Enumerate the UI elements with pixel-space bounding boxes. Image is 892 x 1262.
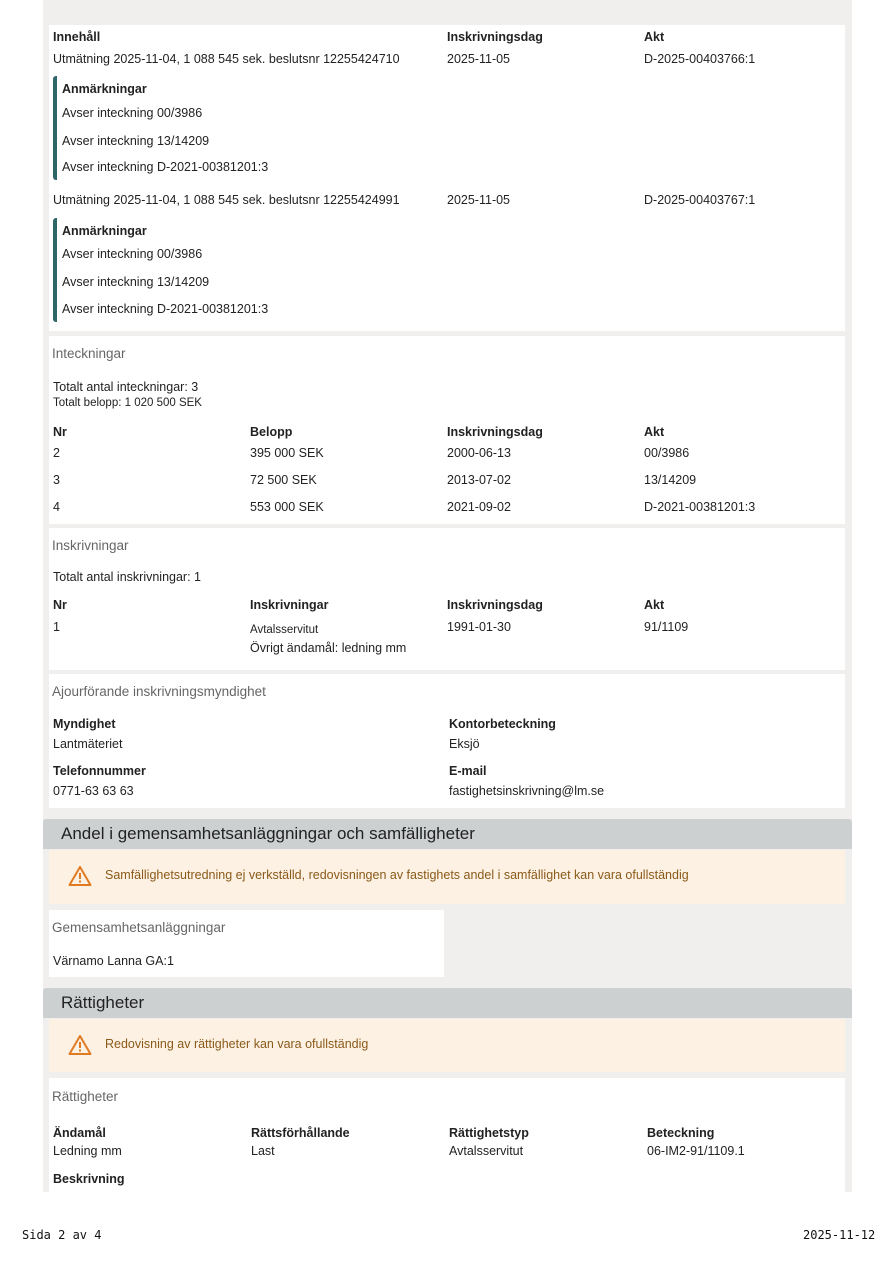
remark-item: Avser inteckning 00/3986: [62, 247, 203, 261]
header-rattighetstyp: Rättighetstyp: [449, 1126, 529, 1140]
rattighet-andamal: Ledning mm: [53, 1144, 122, 1158]
inskrivningar-total-count: Totalt antal inskrivningar: 1: [53, 570, 201, 584]
andel-section-header: [43, 819, 852, 849]
andel-section-title: Andel i gemensamhetsanläggningar och samfälligheter: [61, 824, 475, 843]
header-nr: Nr: [53, 598, 67, 612]
warning-icon: [68, 1034, 92, 1059]
utmatning-1-dag: 2025-11-05: [447, 52, 511, 66]
header-akt: Akt: [644, 425, 665, 439]
rattighet-beteckning: 06-IM2-91/1109.1: [647, 1144, 745, 1158]
table-cell-inskrivning-type: Avtalsservitut: [250, 624, 319, 636]
utmatning-2-akt: D-2025-00403767:1: [644, 193, 756, 207]
email-label: E-mail: [449, 764, 487, 778]
telefon-value: 0771-63 63 63: [53, 784, 134, 798]
table-cell-akt: 91/1109: [644, 620, 689, 634]
table-cell-akt: 00/3986: [644, 446, 690, 460]
ga-title: Gemensamhetsanläggningar: [52, 920, 226, 935]
ga-value: Värnamo Lanna GA:1: [53, 954, 174, 968]
remarks-title-2: Anmärkningar: [62, 224, 147, 238]
remarks-title-1: Anmärkningar: [62, 82, 147, 96]
table-cell-dag: 2013-07-02: [447, 473, 511, 487]
header-innehall: Innehåll: [53, 30, 101, 44]
page-number: Sida 2 av 4: [22, 1228, 102, 1242]
rattigheter-card-title: Rättigheter: [52, 1089, 119, 1104]
table-cell-akt: 13/14209: [644, 473, 697, 487]
header-inskrivningsdag: Inskrivningsdag: [447, 598, 543, 612]
myndighet-title: Ajourförande inskrivningsmyndighet: [52, 684, 266, 699]
telefon-label: Telefonnummer: [53, 764, 146, 778]
email-value: fastighetsinskrivning@lm.se: [449, 784, 605, 798]
inteckningar-title: Inteckningar: [52, 346, 126, 361]
table-cell-nr: 2: [53, 446, 60, 460]
table-cell-nr: 1: [53, 620, 60, 634]
remark-item: Avser inteckning D-2021-00381201:3: [62, 302, 269, 316]
remark-item: Avser inteckning 13/14209: [62, 134, 210, 148]
table-cell-nr: 3: [53, 473, 60, 487]
header-rattsforhallande: Rättsförhållande: [251, 1126, 350, 1140]
inteckningar-total-amount: Totalt belopp: 1 020 500 SEK: [53, 397, 202, 409]
table-cell-belopp: 72 500 SEK: [250, 473, 317, 487]
warning-icon: [68, 865, 92, 890]
header-inskrivningar: Inskrivningar: [250, 598, 329, 612]
header-nr: Nr: [53, 425, 67, 439]
table-cell-akt: D-2021-00381201:3: [644, 500, 756, 514]
header-inskrivningsdag: Inskrivningsdag: [447, 30, 543, 44]
rattigheter-section-title: Rättigheter: [61, 993, 145, 1012]
rattigheter-warning-text: Redovisning av rättigheter kan vara ofullständig: [105, 1037, 369, 1051]
andel-warning: [49, 850, 845, 904]
header-inskrivningsdag: Inskrivningsdag: [447, 425, 543, 439]
header-beteckning: Beteckning: [647, 1126, 715, 1140]
table-cell-belopp: 553 000 SEK: [250, 500, 324, 514]
remark-item: Avser inteckning 13/14209: [62, 275, 210, 289]
rattigheter-warning: [49, 1019, 845, 1072]
table-cell-inskrivning-detail: Övrigt ändamål: ledning mm: [250, 641, 407, 655]
print-date: 2025-11-12: [803, 1228, 876, 1242]
beskrivning-label: Beskrivning: [53, 1172, 125, 1186]
inskrivningar-title: Inskrivningar: [52, 538, 129, 553]
utmatning-1-innehall: Utmätning 2025-11-04, 1 088 545 sek. beslutsnr 12255424710: [53, 52, 400, 66]
inteckningar-total-count: Totalt antal inteckningar: 3: [53, 380, 199, 394]
remark-item: Avser inteckning 00/3986: [62, 106, 203, 120]
table-cell-dag: 2000-06-13: [447, 446, 511, 460]
rattigheter-section-header: [43, 988, 852, 1018]
andel-warning-text: Samfällighetsutredning ej verkställd, redovisningen av fastighets andel i samfällighet kan vara ofullständig: [105, 868, 689, 882]
remark-item: Avser inteckning D-2021-00381201:3: [62, 160, 269, 174]
rattighet-typ: Avtalsservitut: [449, 1144, 524, 1158]
header-akt: Akt: [644, 30, 665, 44]
utmatning-2-dag: 2025-11-05: [447, 193, 511, 207]
rattigheter-card: [49, 1078, 845, 1192]
table-cell-dag: 1991-01-30: [447, 620, 511, 634]
rattighet-forhallande: Last: [251, 1144, 275, 1158]
kontor-label: Kontorbeteckning: [449, 717, 556, 731]
kontor-value: Eksjö: [449, 737, 480, 751]
table-cell-nr: 4: [53, 500, 60, 514]
myndighet-value: Lantmäteriet: [53, 737, 123, 751]
header-akt: Akt: [644, 598, 665, 612]
table-cell-belopp: 395 000 SEK: [250, 446, 324, 460]
utmatning-1-akt: D-2025-00403766:1: [644, 52, 756, 66]
table-cell-dag: 2021-09-02: [447, 500, 511, 514]
header-andamal: Ändamål: [53, 1126, 106, 1140]
utmatning-2-innehall: Utmätning 2025-11-04, 1 088 545 sek. beslutsnr 12255424991: [53, 193, 400, 207]
myndighet-label: Myndighet: [53, 717, 116, 731]
header-belopp: Belopp: [250, 425, 293, 439]
